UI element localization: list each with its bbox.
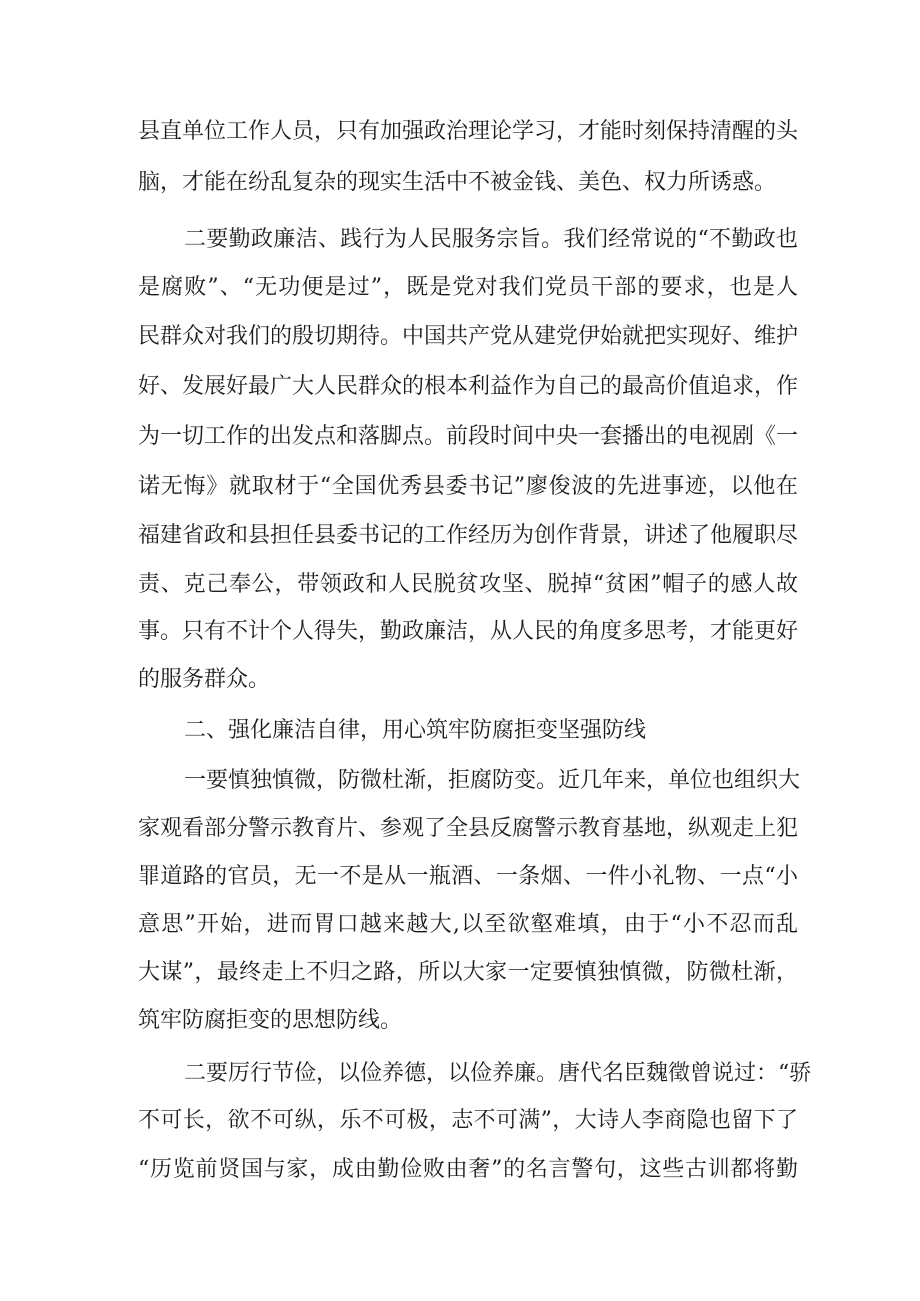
paragraph-start-line: 一要慎独慎微，防微杜渐，拒腐防变。近几年来，单位也组织大 xyxy=(184,768,801,793)
text-line: 诺无悔》就取材于“全国优秀县委书记”廖俊波的先进事迹，以他在 xyxy=(138,474,798,499)
text-line: 好、发展好最广大人民群众的根本利益作为自己的最高价值追求，作 xyxy=(138,374,799,399)
paragraph-start-line: 二要厉行节俭，以俭养德，以俭养廉。唐代名臣魏徵曾说过：“骄 xyxy=(184,1061,812,1086)
text-line: 是腐败”、“无功便是过”，既是党对我们党员干部的要求，也是人 xyxy=(138,275,798,300)
text-line: 事。只有不计个人得失，勤政廉洁，从人民的角度多思考，才能更好 xyxy=(138,619,799,644)
text-line: 的服务群众。 xyxy=(138,667,271,692)
text-line: 责、克己奉公，带领政和人民脱贫攻坚、脱掉“贫困”帽子的感人故 xyxy=(138,572,798,597)
text-line: 意思”开始，进而胃口越来越大,以至欲壑难填，由于“小不忍而乱 xyxy=(138,912,798,937)
text-line: 福建省政和县担任县委书记的工作经历为创作背景，讲述了他履职尽 xyxy=(138,523,799,548)
text-line: 罪道路的官员，无一不是从一瓶酒、一条烟、一件小礼物、一点“小 xyxy=(138,864,798,889)
text-line: 民群众对我们的殷切期待。中国共产党从建党伊始就把实现好、维护 xyxy=(138,324,799,349)
text-line: 家观看部分警示教育片、参观了全县反腐警示教育基地，纵观走上犯 xyxy=(138,816,799,841)
text-line: 不可长，欲不可纵，乐不可极，志不可满”，大诗人李商隐也留下了 xyxy=(138,1108,798,1133)
text-line: 筑牢防腐拒变的思想防线。 xyxy=(138,1008,403,1033)
text-line: 县直单位工作人员，只有加强政治理论学习，才能时刻保持清醒的头 xyxy=(138,119,799,144)
text-line: 为一切工作的出发点和落脚点。前段时间中央一套播出的电视剧《一 xyxy=(138,424,799,449)
text-line: 大谋”，最终走上不归之路，所以大家一定要慎独慎微，防微杜渐， xyxy=(138,960,798,985)
text-line: 脑，才能在纷乱复杂的现实生活中不被金钱、美色、权力所诱惑。 xyxy=(138,170,777,195)
text-line: “历览前贤国与家，成由勤俭败由奢”的名言警句，这些古训都将勤 xyxy=(138,1157,798,1182)
paragraph-start-line: 二要勤政廉洁、践行为人民服务宗旨。我们经常说的“不勤政也 xyxy=(184,227,798,252)
section-heading: 二、强化廉洁自律，用心筑牢防腐拒变坚强防线 xyxy=(184,718,647,743)
